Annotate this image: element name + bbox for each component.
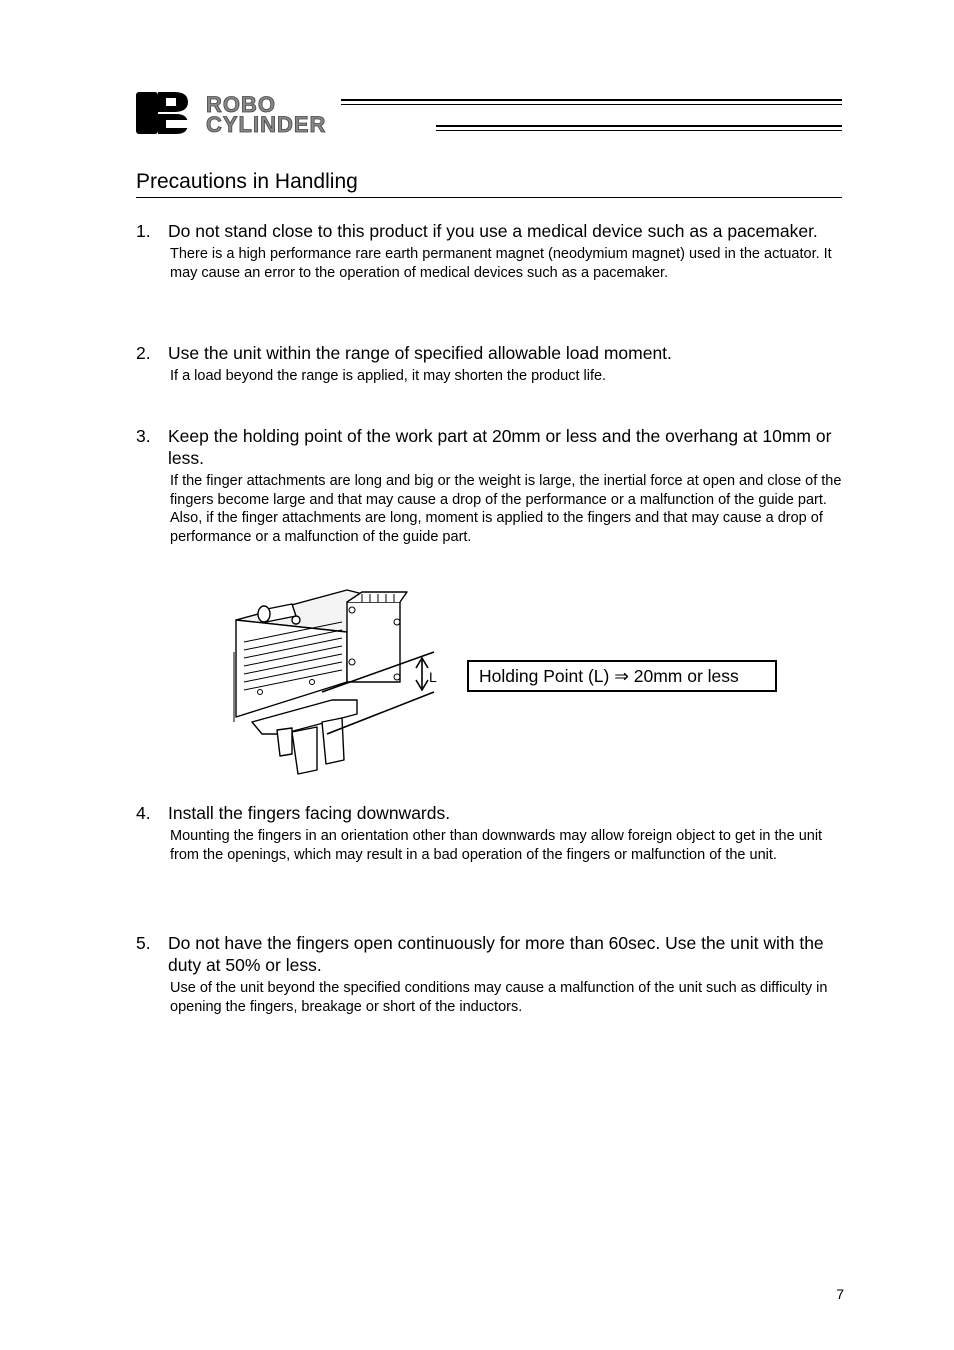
precaution-body: If a load beyond the range is applied, it may shorten the product life. [170,368,607,384]
precaution-body: There is a high performance rare earth permanent magnet (neodymium magnet) used in the actuator. It may cause an error to the operation of medical devices such as a pacemaker. [170,246,832,281]
header-rule-bottom-2 [436,130,842,131]
header-rule-top-2 [341,104,842,105]
page-title: Precautions in Handling [136,168,842,198]
precaution-item-1 [136,220,846,282]
precaution-body-2: Also, if the finger attachments are long, moment is applied to the fingers and that may cause a drop of performance or a malfunction of the guide part. [170,510,823,545]
rc-logo-mark [136,92,188,134]
item-number: 5. [136,933,151,953]
logo-text-robo: ROBO [206,92,276,117]
item-number: 4. [136,803,151,823]
heading-text: Do not have the fingers open continuously for more than 60sec. Use the unit with the duty at 50% or less. [168,933,824,975]
header [136,90,842,136]
robo-cylinder-logo [136,90,436,136]
precaution-item-2 [136,342,846,386]
gripper-illustration [222,582,437,780]
holding-point-callout: Holding Point (L) ⇒ 20mm or less [467,660,777,692]
precaution-heading [136,932,846,976]
header-rule-bottom-1 [436,125,842,127]
page-number: 7 [836,1286,844,1302]
precaution-item-4 [136,802,846,864]
precaution-item-5 [136,932,846,1016]
gripper-drawing [222,582,437,780]
item-number: 3. [136,426,151,446]
precaution-body: Mounting the fingers in an orientation other than downwards may allow foreign object to get in the unit from the openings, which may result in a bad operation of the fingers or malfunction of the unit. [170,828,823,863]
precaution-heading [136,802,846,824]
logo-text-cylinder: CYLINDER [206,112,327,136]
precaution-heading [136,220,846,242]
heading-text: Use the unit within the range of specified allowable load moment. [168,343,672,363]
precaution-body: If the finger attachments are long and big or the weight is large, the inertial force at open and close of the fingers become large and that may cause a drop of the performance or a malfunction of the guide part. [170,473,842,508]
precaution-item-3 [136,425,846,546]
precaution-heading [136,342,846,364]
item-number: 2. [136,343,151,363]
heading-text: Do not stand close to this product if you use a medical device such as a pacemaker. [168,221,818,241]
precaution-heading [136,425,846,469]
dimension-label: L [429,669,437,685]
header-rule-top-1 [341,99,842,101]
precaution-body: Use of the unit beyond the specified conditions may cause a malfunction of the unit such as difficulty in opening the fingers, breakage or short of the inductors. [170,980,828,1015]
heading-text: Keep the holding point of the work part at 20mm or less and the overhang at 10mm or less. [168,426,832,468]
heading-text: Install the fingers facing downwards. [168,803,451,823]
item-number: 1. [136,221,151,241]
